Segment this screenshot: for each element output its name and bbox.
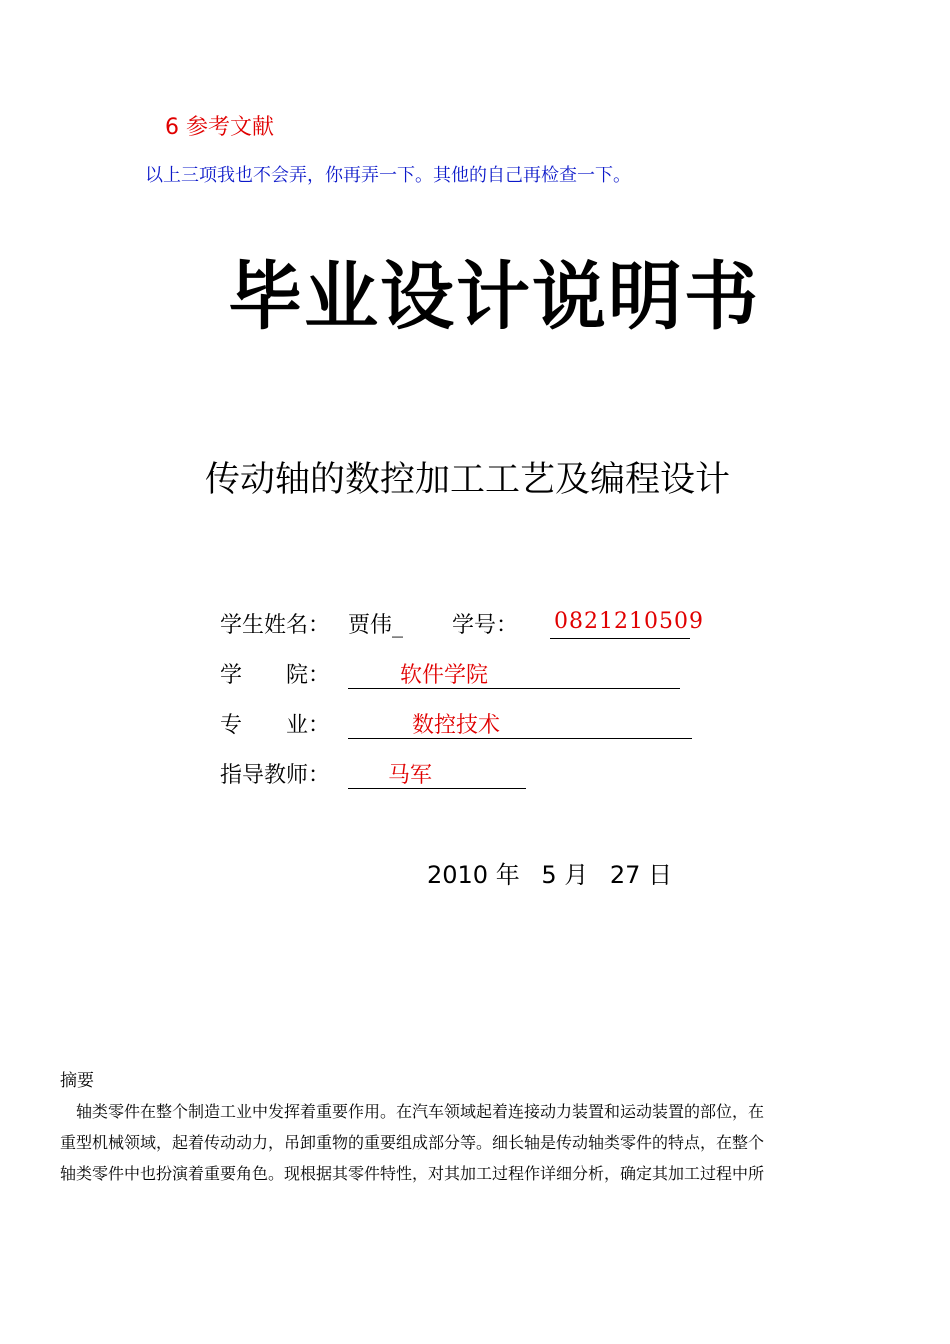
revision-note-line: 以上三项我也不会弄，你再弄一下。其他的自己再检查一下。 bbox=[145, 165, 631, 186]
student-info-row bbox=[220, 608, 704, 642]
major-value: 数控技术 bbox=[412, 713, 501, 738]
major-row bbox=[220, 708, 700, 742]
student-id-value: 0821210509 bbox=[554, 609, 704, 634]
major-label: 专 业： bbox=[220, 713, 331, 738]
student-name-label: 学生姓名： bbox=[220, 613, 331, 638]
abstract-body bbox=[60, 1096, 900, 1189]
advisor-field bbox=[348, 758, 526, 789]
date-year: 2010 年 bbox=[427, 861, 520, 889]
college-label: 学 院： bbox=[220, 663, 331, 688]
advisor-label: 指导教师： bbox=[220, 763, 331, 788]
revision-note-heading: 6 参考文献 bbox=[165, 115, 274, 140]
student-id-label: 学号： bbox=[452, 613, 519, 638]
document-title: 毕业设计说明书 bbox=[228, 254, 760, 340]
college-value: 软件学院 bbox=[400, 663, 489, 688]
abstract-title: 摘要 bbox=[60, 1071, 94, 1091]
major-field bbox=[348, 708, 692, 739]
thesis-subtitle: 传动轴的数控加工工艺及编程设计 bbox=[205, 460, 731, 500]
abstract-line: 重型机械领域，起着传动动力，吊卸重物的重要组成部分等。细长轴是传动轴类零件的特点，在整个 bbox=[60, 1133, 765, 1152]
abstract-line: 轴类零件中也扮演着重要角色。现根据其零件特性，对其加工过程作详细分析，确定其加工过程中所 bbox=[60, 1164, 765, 1183]
advisor-row bbox=[220, 758, 540, 792]
college-field bbox=[348, 658, 680, 689]
advisor-value: 马军 bbox=[388, 763, 433, 788]
student-name-value: 贾伟_ bbox=[348, 613, 404, 638]
date-line bbox=[427, 855, 686, 890]
college-row bbox=[220, 658, 690, 692]
date-month: 5 月 bbox=[541, 861, 589, 889]
date-day: 27 日 bbox=[609, 861, 673, 889]
abstract-line: 轴类零件在整个制造工业中发挥着重要作用。在汽车领域起着连接动力装置和运动装置的部位，在 bbox=[60, 1102, 765, 1121]
